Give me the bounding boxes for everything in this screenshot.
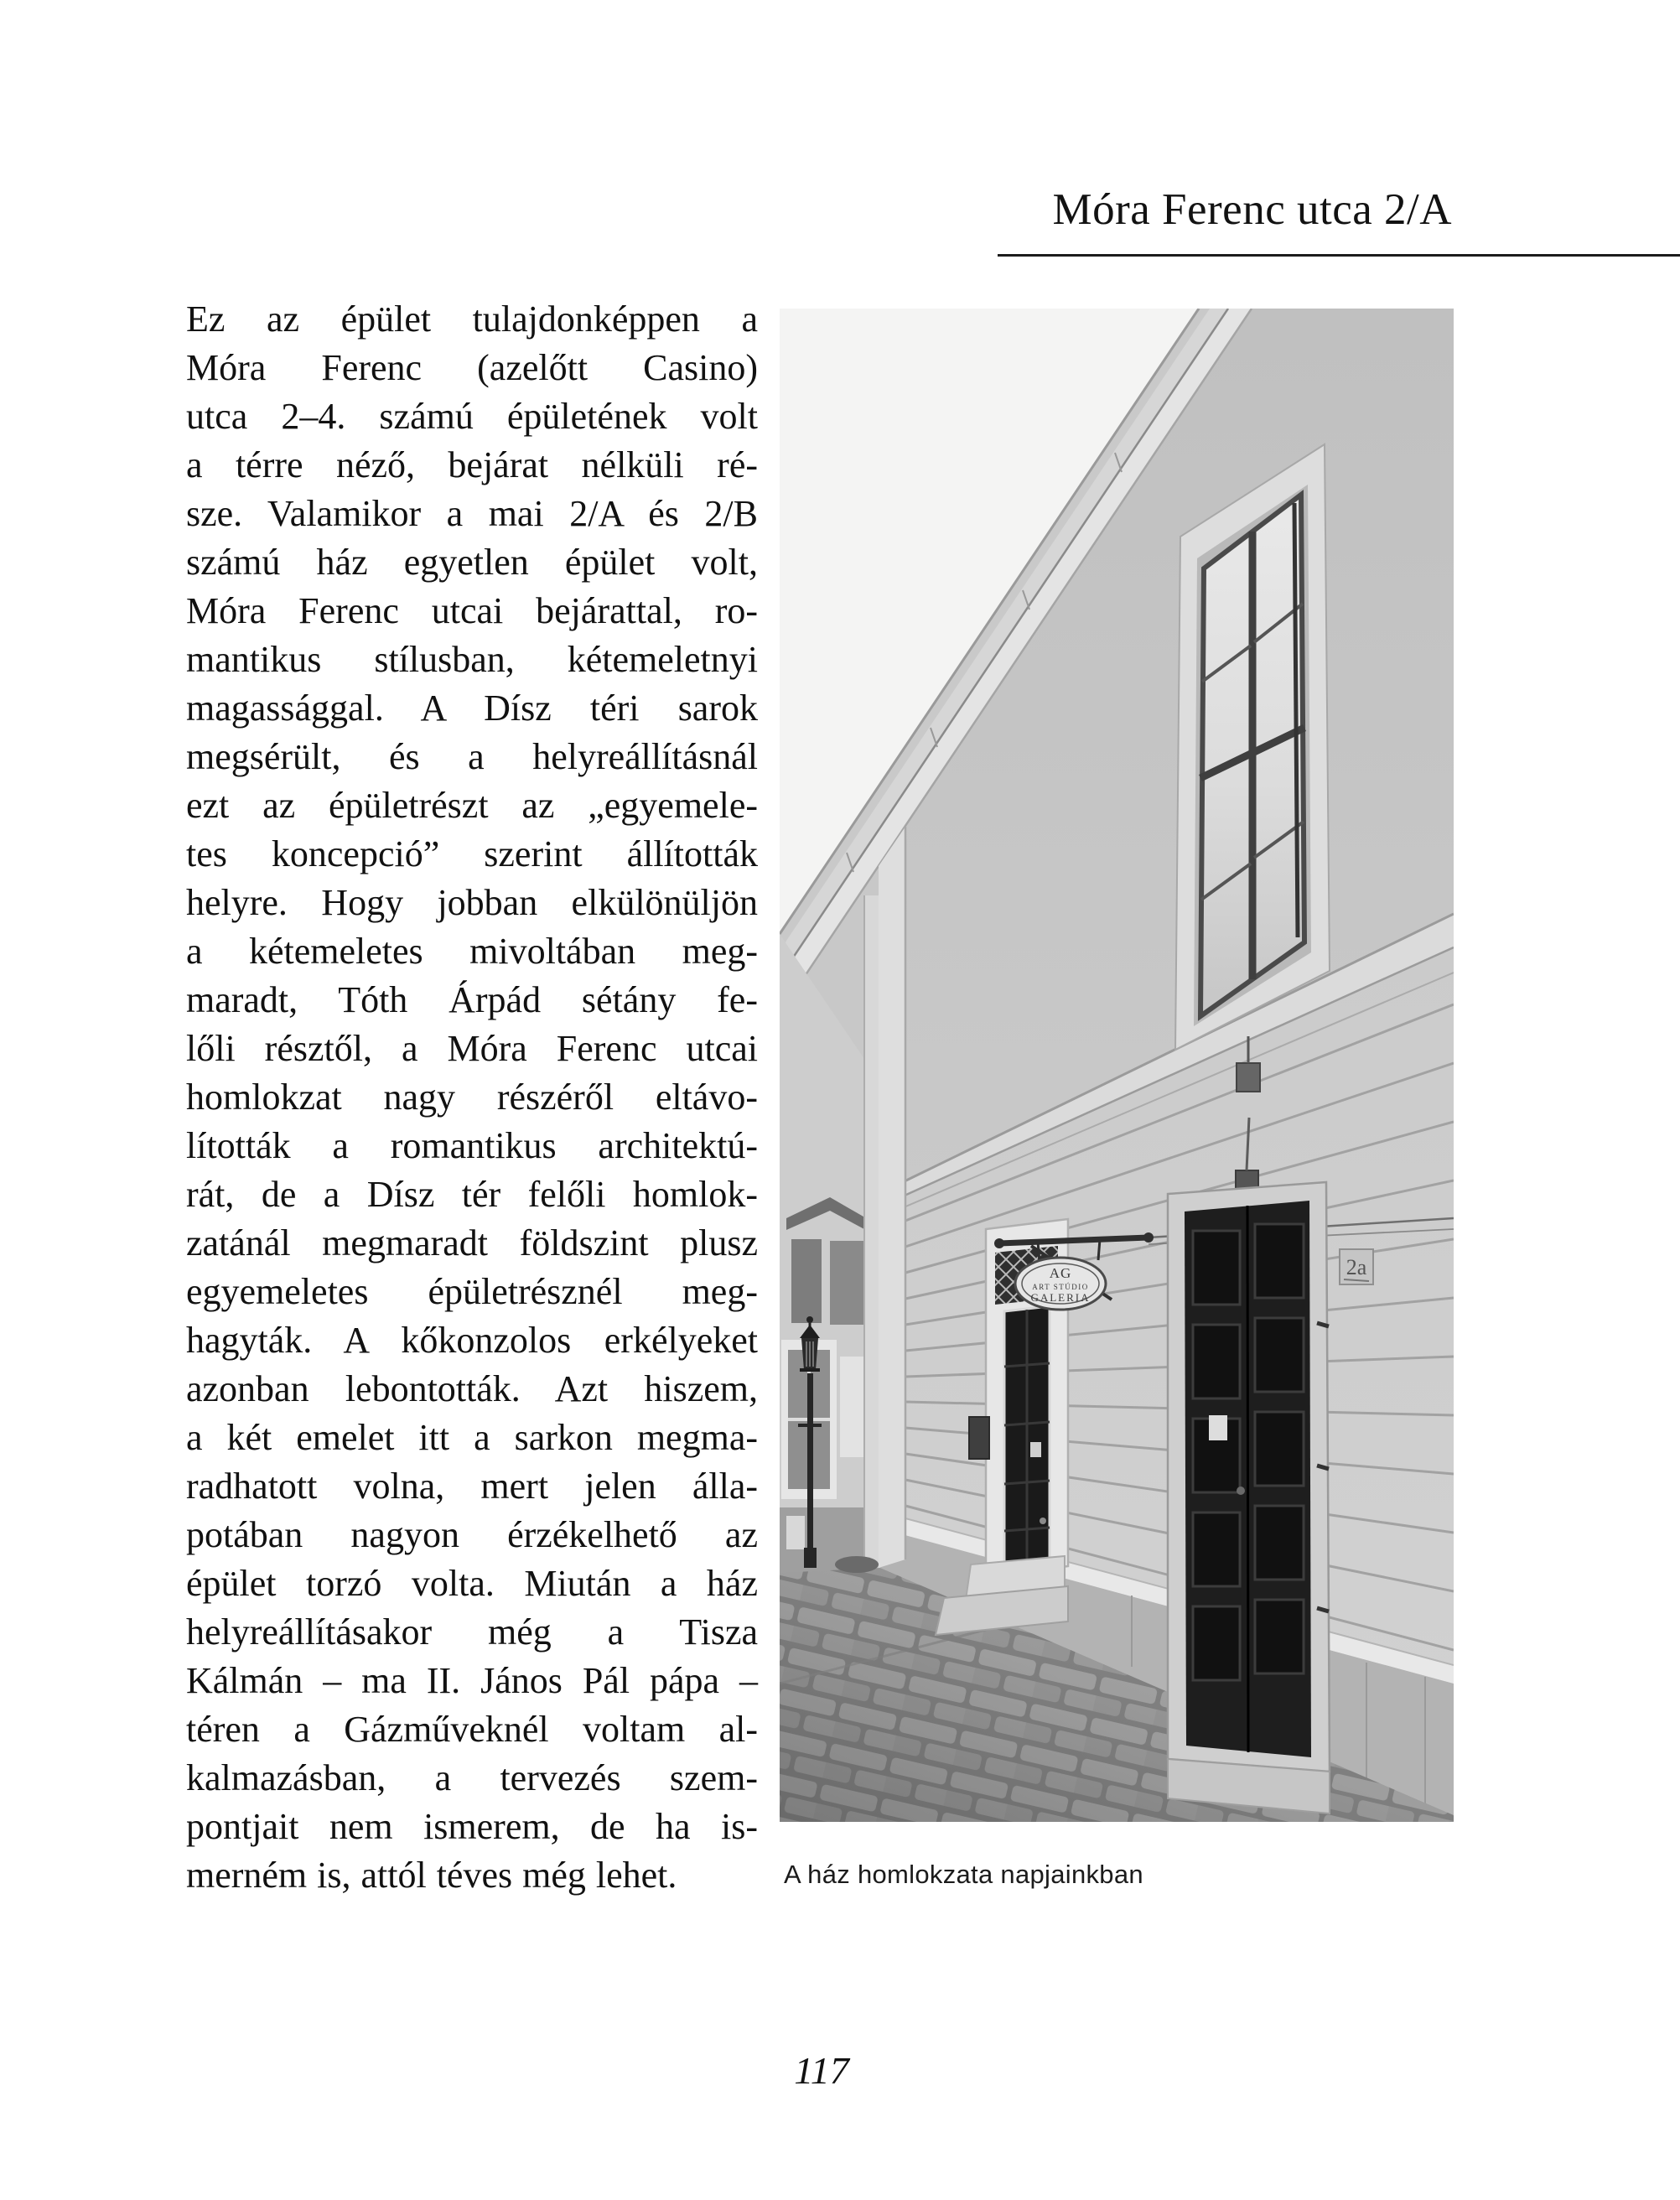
page-title: Móra Ferenc utca 2/A bbox=[1052, 185, 1452, 234]
body-text-line: megsérült, és a helyreállításnál bbox=[186, 736, 758, 777]
main-double-door bbox=[1168, 1182, 1330, 1813]
body-text-line: tes koncepció” szerint állították bbox=[186, 833, 758, 874]
body-text-line: rát, de a Dísz tér felőli homlok- bbox=[186, 1174, 758, 1215]
body-text-line: radhatott volna, mert jelen álla- bbox=[186, 1466, 758, 1507]
body-text-line: a térre néző, bejárat nélküli ré- bbox=[186, 444, 758, 485]
body-text-line: a két emelet itt a sarkon megma- bbox=[186, 1417, 758, 1458]
body-text-line: egyemeletes épületrésznél meg- bbox=[186, 1271, 758, 1312]
sign-line1: ART STÚDIO bbox=[1032, 1283, 1089, 1291]
house-number-plate bbox=[1340, 1249, 1373, 1284]
body-text-line: lították a romantikus architektú- bbox=[186, 1125, 758, 1166]
corner-pilaster bbox=[864, 827, 905, 1568]
body-text-line: magassággal. A Dísz téri sarok bbox=[186, 688, 758, 729]
title-rule bbox=[998, 254, 1680, 257]
door-notice-paper bbox=[1209, 1415, 1227, 1440]
body-text-line: Kálmán – ma II. János Pál pápa – bbox=[186, 1660, 758, 1701]
house-number-text: 2a bbox=[1346, 1255, 1367, 1279]
photo-caption: A ház homlokzata napjainkban bbox=[784, 1860, 1143, 1889]
body-text-line: ezt az épületrészt az „egyemele- bbox=[186, 785, 758, 826]
body-text-line: potában nagyon érzékelhető az bbox=[186, 1514, 758, 1555]
body-text-line: homlokzat nagy részéről eltávo- bbox=[186, 1077, 758, 1118]
article-text bbox=[186, 295, 758, 1900]
sign-line2: GALERIA bbox=[1030, 1291, 1091, 1304]
body-text-line: lőli résztől, a Móra Ferenc utcai bbox=[186, 1028, 758, 1069]
body-text-line: pontjait nem ismerem, de ha is- bbox=[186, 1806, 758, 1847]
body-text-line: hagyták. A kőkonzolos erkélyeket bbox=[186, 1320, 758, 1361]
page-number: 117 bbox=[794, 2049, 849, 2092]
body-text-line: merném is, attól téves még lehet. bbox=[186, 1855, 677, 1896]
body-text-line: helyreállításakor még a Tisza bbox=[186, 1611, 758, 1653]
building-photo bbox=[780, 309, 1454, 1822]
body-text-line: a kétemeletes mivoltában meg- bbox=[186, 931, 758, 972]
photo-illustration bbox=[780, 309, 1454, 1822]
body-text-line: maradt, Tóth Árpád sétány fe- bbox=[186, 979, 758, 1020]
body-text-line: helyre. Hogy jobban elkülönüljön bbox=[186, 882, 758, 923]
body-text-line: azonban lebontották. Azt hiszem, bbox=[186, 1368, 758, 1409]
body-text-line: Móra Ferenc utcai bejárattal, ro- bbox=[186, 590, 758, 631]
body-text-line: utca 2–4. számú épületének volt bbox=[186, 396, 758, 437]
body-text-line: mantikus stílusban, kétemeletnyi bbox=[186, 639, 758, 680]
body-text-line: kalmazásban, a tervezés szem- bbox=[186, 1757, 758, 1798]
body-text-line: Móra Ferenc (azelőtt Casino) bbox=[186, 347, 758, 388]
body-text-line: számú ház egyetlen épület volt, bbox=[186, 542, 758, 583]
sign-monogram: AG bbox=[1049, 1265, 1072, 1281]
letterbox bbox=[969, 1417, 989, 1459]
body-text-line: zatánál megmaradt földszint plusz bbox=[186, 1222, 758, 1263]
body-text-line: épület torzó volta. Miután a ház bbox=[186, 1563, 758, 1604]
body-text-line: Ez az épület tulajdonképpen a bbox=[186, 298, 758, 340]
body-text-line: téren a Gázműveknél voltam al- bbox=[186, 1709, 758, 1750]
body-text-line: sze. Valamikor a mai 2/A és 2/B bbox=[186, 493, 758, 534]
